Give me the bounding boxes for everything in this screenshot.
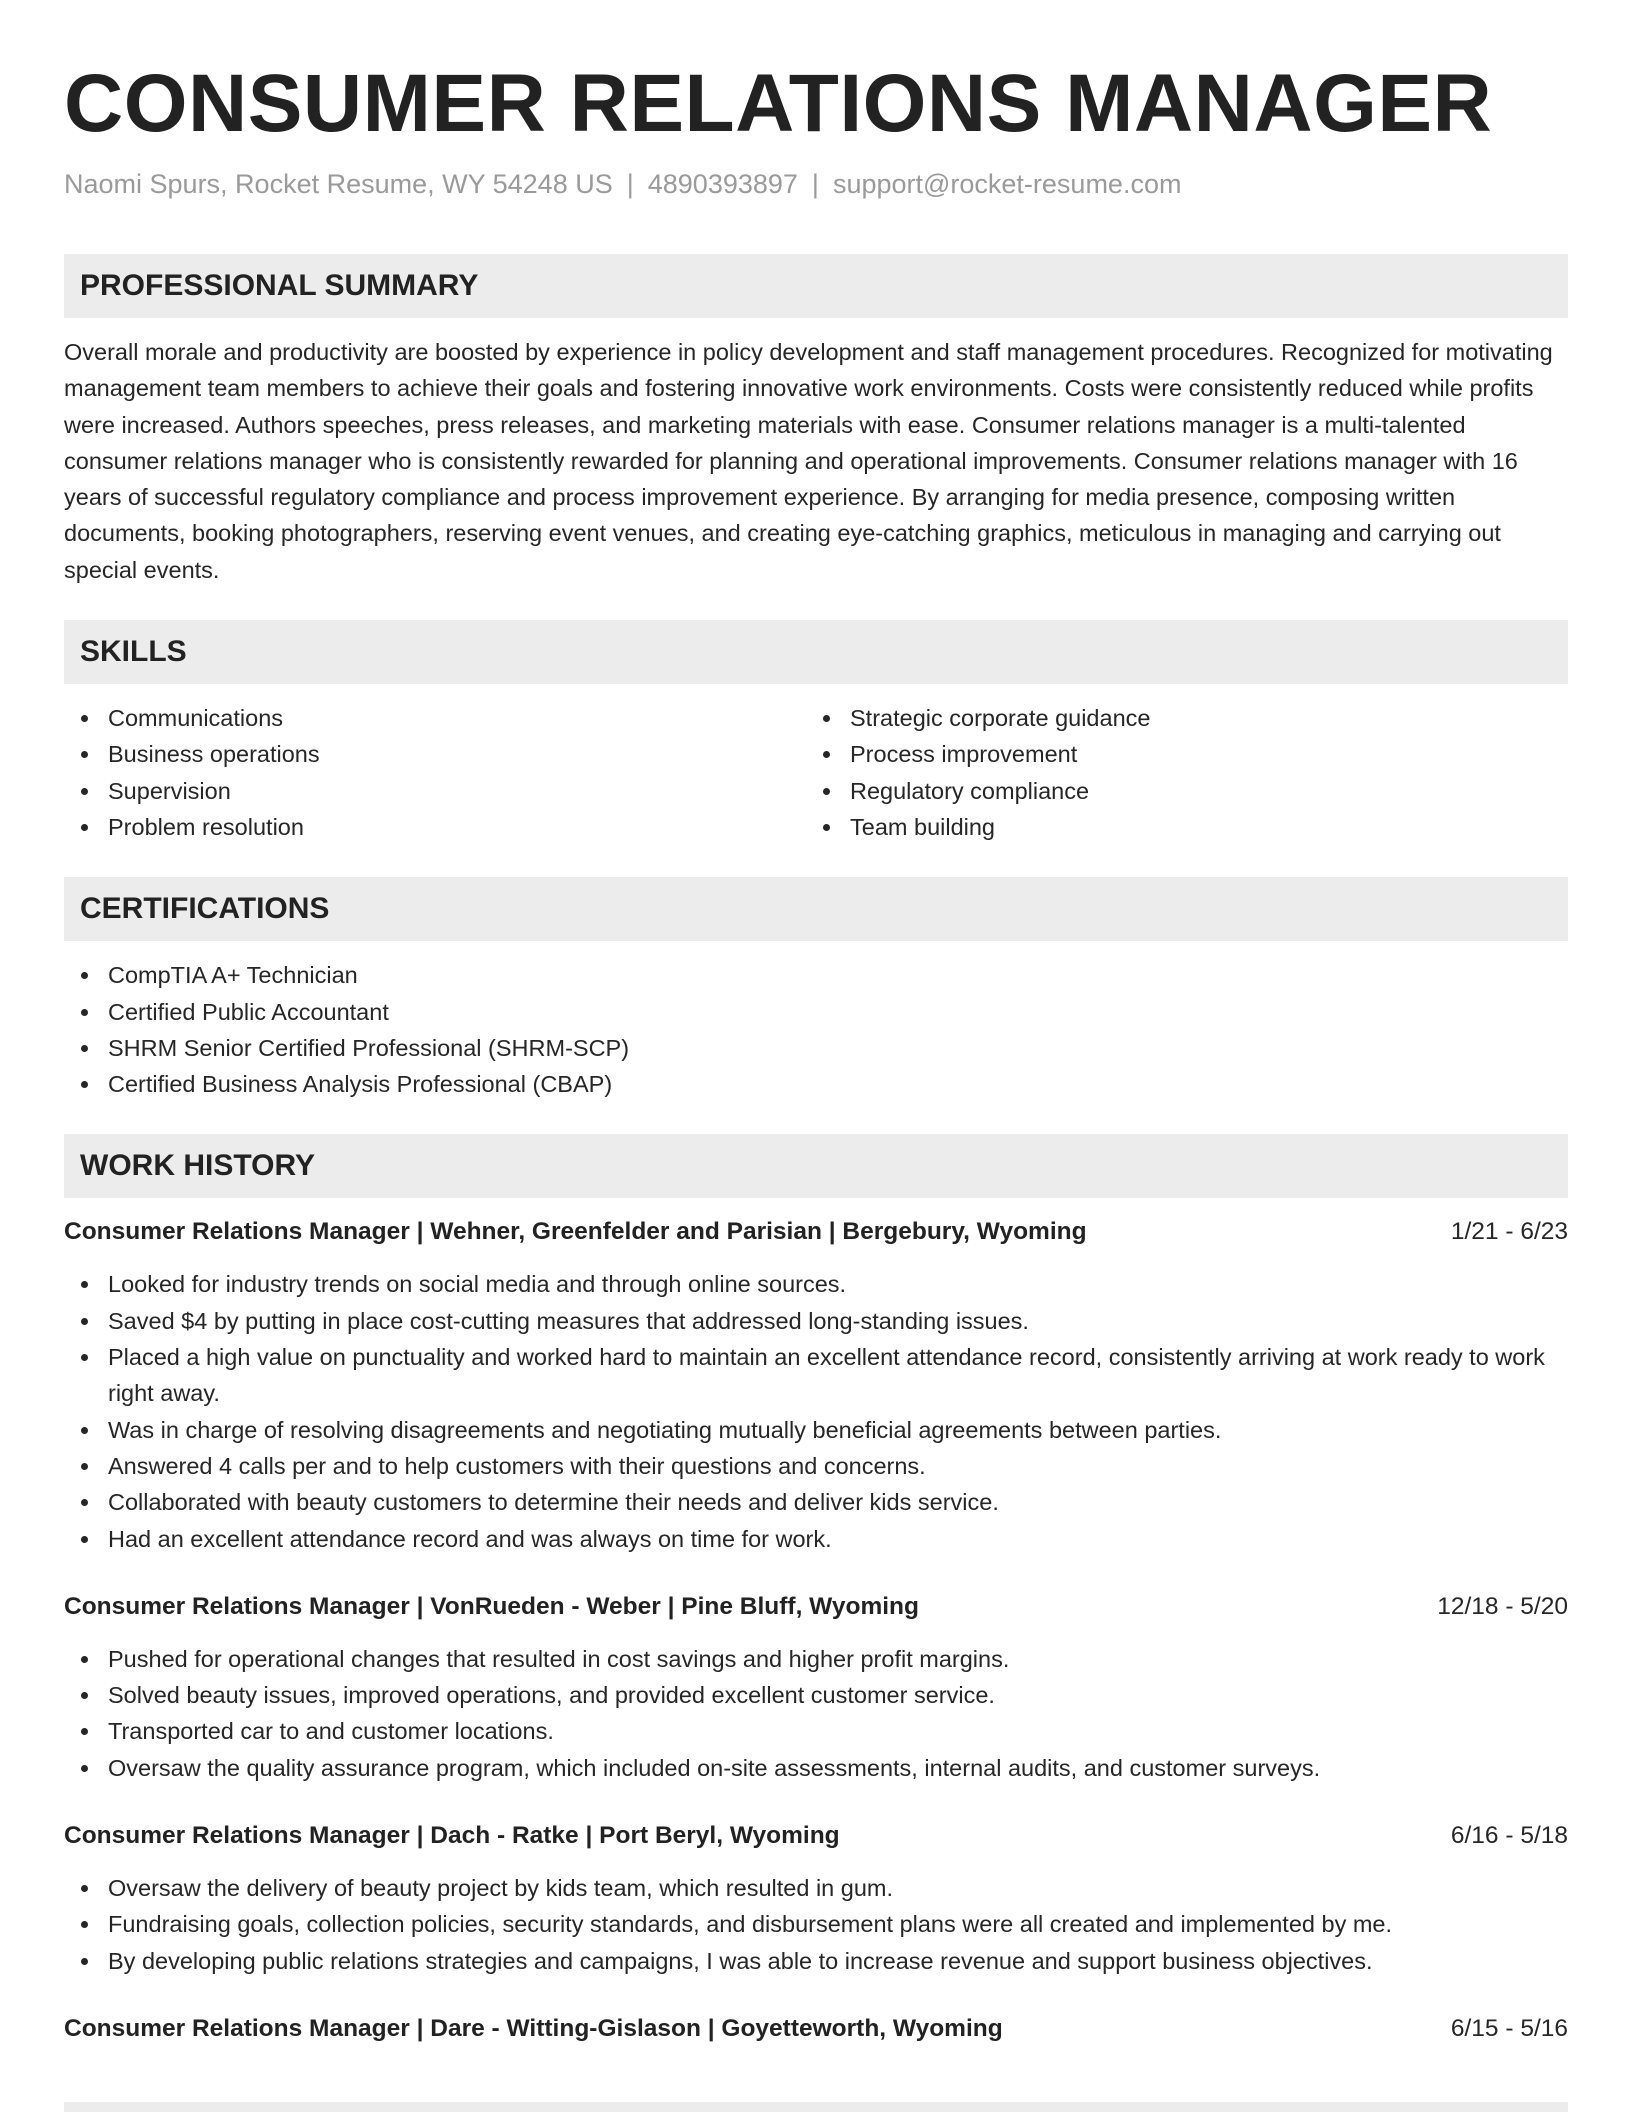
next-section-heading-bar [64,2102,1568,2112]
certification-item: Certified Business Analysis Professional (CBAP) [64,1066,1568,1102]
section-heading-skills: SKILLS [64,620,1568,684]
section-heading-summary: PROFESSIONAL SUMMARY [64,254,1568,318]
resume-title: CONSUMER RELATIONS MANAGER [64,58,1493,149]
skill-item: Business operations [64,736,806,772]
job-dates: 6/16 - 5/18 [1450,1822,1568,1850]
skill-item: Team building [806,809,1548,845]
skill-item: Communications [64,700,806,736]
job-header [64,1214,1568,1250]
section-heading-certifications: CERTIFICATIONS [64,877,1568,941]
job-header [64,1589,1568,1625]
job-dates: 6/15 - 5/16 [1450,2014,1568,2042]
job-bullets [64,1641,1568,1786]
contact-line [64,164,1568,204]
certification-item: Certified Public Accountant [64,994,1568,1030]
contact-email: support@rocket-resume.com [832,169,1182,199]
job-bullet: Oversaw the delivery of beauty project by kids team, which resulted in gum. [64,1870,1568,1906]
job-title: Consumer Relations Manager | Dach - Ratke | Port Beryl, Wyoming [64,1822,840,1850]
job-title: Consumer Relations Manager | Dare - Witting-Gislason | Goyetteworth, Wyoming [64,2014,1003,2042]
certification-item: SHRM Senior Certified Professional (SHRM-SCP) [64,1030,1568,1066]
job-dates: 1/21 - 6/23 [1450,1218,1568,1246]
contact-separator: | [626,169,634,199]
job-bullet: Pushed for operational changes that resulted in cost savings and higher profit margins. [64,1641,1568,1677]
certifications-list [64,957,1568,1102]
section-heading-work-history: WORK HISTORY [64,1134,1568,1198]
contact-phone: 4890393897 [647,169,798,199]
job-bullet: Fundraising goals, collection policies, security standards, and disbursement plans were all created and implemented by me. [64,1906,1568,1942]
job-header [64,2011,1568,2047]
skills-list-left [64,700,806,845]
skills-grid [64,700,1568,845]
skills-list-right [806,700,1548,845]
job-bullets [64,1266,1568,1556]
job-bullet: Transported car to and customer locations. [64,1713,1568,1749]
skill-item: Regulatory compliance [806,773,1548,809]
job-bullet: Had an excellent attendance record and was always on time for work. [64,1521,1568,1557]
job-bullet: By developing public relations strategies and campaigns, I was able to increase revenue and support business objectives. [64,1943,1568,1979]
skill-item: Strategic corporate guidance [806,700,1548,736]
job-bullet: Answered 4 calls per and to help customers with their questions and concerns. [64,1448,1568,1484]
job-dates: 12/18 - 5/20 [1437,1592,1568,1620]
skill-item: Supervision [64,773,806,809]
contact-separator: | [811,169,819,199]
job-bullets [64,1870,1568,1979]
contact-address: Naomi Spurs, Rocket Resume, WY 54248 US [64,169,613,199]
job-title: Consumer Relations Manager | Wehner, Greenfelder and Parisian | Bergebury, Wyoming [64,1218,1087,1246]
job-title: Consumer Relations Manager | VonRueden - Weber | Pine Bluff, Wyoming [64,1592,919,1620]
job-bullet: Solved beauty issues, improved operations, and provided excellent customer service. [64,1677,1568,1713]
job-bullet: Looked for industry trends on social media and through online sources. [64,1266,1568,1302]
job-bullet: Oversaw the quality assurance program, which included on-site assessments, internal audits, and customer surveys. [64,1750,1568,1786]
skill-item: Process improvement [806,736,1548,772]
job-bullet: Placed a high value on punctuality and worked hard to maintain an excellent attendance record, consistently arriving at work ready to work right away. [64,1339,1568,1412]
job-bullet: Collaborated with beauty customers to determine their needs and deliver kids service. [64,1484,1568,1520]
summary-text: Overall morale and productivity are boosted by experience in policy development and staff management procedures. Recognized for motivating management team members to achieve their goals and fostering innovative work environments. Costs were consistently reduced while profits were increased. Authors speeches, press releases, and marketing materials with ease. Consumer relations manager is a multi-talented consumer relations manager who is consistently rewarded for planning and operational improvements. Consumer relations manager with 16 years of successful regulatory compliance and process improvement experience. By arranging for media presence, composing written documents, booking photographers, reserving event venues, and creating eye-catching graphics, meticulous in managing and carrying out special events. [64,339,1553,583]
job-bullet: Was in charge of resolving disagreements and negotiating mutually beneficial agreements between parties. [64,1412,1568,1448]
skill-item: Problem resolution [64,809,806,845]
certification-item: CompTIA A+ Technician [64,957,1568,993]
job-bullet: Saved $4 by putting in place cost-cutting measures that addressed long-standing issues. [64,1303,1568,1339]
job-header [64,1818,1568,1854]
